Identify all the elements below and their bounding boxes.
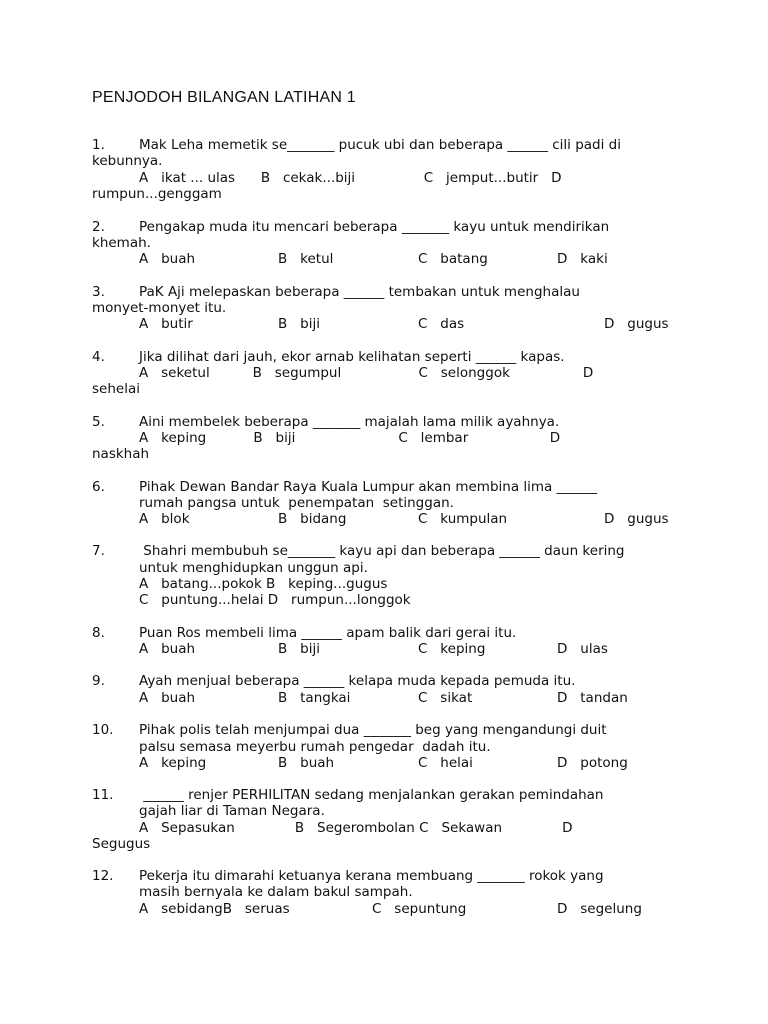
- question-number: 6.: [92, 479, 105, 495]
- option-c: C kumpulan: [418, 511, 508, 527]
- answer-options: C puntung...helai D rumpun...longgok: [139, 592, 411, 608]
- option-c: C sikat: [418, 690, 473, 706]
- question-text: Aini membelek beberapa _______ majalah lama milik ayahnya.: [139, 414, 560, 430]
- option-a: A keping: [139, 755, 207, 771]
- option-a: A butir: [139, 316, 193, 332]
- option-d: D kaki: [557, 251, 608, 267]
- option-a: A blok: [139, 511, 190, 527]
- answer-options: naskhah: [92, 446, 150, 462]
- question-text: rumah pangsa untuk penempatan setinggan.: [139, 495, 454, 511]
- option-d: D gugus: [604, 511, 669, 527]
- option-c: C keping: [418, 641, 486, 657]
- question-text: masih bernyala ke dalam bakul sampah.: [139, 884, 413, 900]
- option-c: C batang: [418, 251, 488, 267]
- question-number: 8.: [92, 625, 105, 641]
- question-number: 1.: [92, 137, 105, 153]
- option-c: C sepuntung: [372, 901, 467, 917]
- question-text: Pihak polis telah menjumpai dua _______ beg yang mengandungi duit: [139, 722, 607, 738]
- question-text: Shahri membubuh se_______ kayu api dan beberapa ______ daun kering: [139, 543, 625, 559]
- question-text: palsu semasa meyerbu rumah pengedar dadah itu.: [139, 739, 491, 755]
- question-text: Mak Leha memetik se_______ pucuk ubi dan beberapa ______ cili padi di: [139, 137, 621, 153]
- question-text: Jika dilihat dari jauh, ekor arnab kelihatan seperti ______ kapas.: [139, 349, 565, 365]
- option-b: B biji: [278, 641, 320, 657]
- question-number: 11.: [92, 787, 114, 803]
- question-text: Puan Ros membeli lima ______ apam balik dari gerai itu.: [139, 625, 517, 641]
- question-number: 3.: [92, 284, 105, 300]
- question-number: 10.: [92, 722, 114, 738]
- answer-options: A Sepasukan B Segerombolan C Sekawan D: [139, 820, 573, 836]
- answer-options: Segugus: [92, 836, 151, 852]
- question-number: 12.: [92, 868, 114, 884]
- question-text: Pihak Dewan Bandar Raya Kuala Lumpur akan membina lima ______: [139, 479, 598, 495]
- question-text: gajah liar di Taman Negara.: [139, 803, 325, 819]
- answer-options: rumpun...genggam: [92, 186, 222, 202]
- option-a-b: A sebidangB seruas: [139, 901, 290, 917]
- page-title: PENJODOH BILANGAN LATIHAN 1: [92, 89, 356, 106]
- question-number: 5.: [92, 414, 105, 430]
- answer-options: A batang...pokok B keping...gugus: [139, 576, 388, 592]
- option-a: A buah: [139, 690, 196, 706]
- option-d: D tandan: [557, 690, 628, 706]
- option-b: B bidang: [278, 511, 347, 527]
- question-text: Ayah menjual beberapa ______ kelapa muda kepada pemuda itu.: [139, 673, 576, 689]
- option-d: D segelung: [557, 901, 642, 917]
- option-d: D gugus: [604, 316, 669, 332]
- option-d: D ulas: [557, 641, 608, 657]
- question-text: monyet-monyet itu.: [92, 300, 227, 316]
- answer-options: A ikat ... ulas B cekak...biji C jemput...butir D: [139, 170, 562, 186]
- option-d: D potong: [557, 755, 628, 771]
- option-c: C das: [418, 316, 465, 332]
- question-text: Pekerja itu dimarahi ketuanya kerana membuang _______ rokok yang: [139, 868, 604, 884]
- question-number: 2.: [92, 219, 105, 235]
- question-text: PaK Aji melepaskan beberapa ______ tembakan untuk menghalau: [139, 284, 580, 300]
- option-a: A buah: [139, 251, 196, 267]
- option-b: B buah: [278, 755, 335, 771]
- answer-options: A seketul B segumpul C selonggok D: [139, 365, 594, 381]
- option-c: C helai: [418, 755, 473, 771]
- question-text: ______ renjer PERHILITAN sedang menjalankan gerakan pemindahan: [139, 787, 604, 803]
- option-b: B tangkai: [278, 690, 351, 706]
- option-b: B ketul: [278, 251, 334, 267]
- answer-options: sehelai: [92, 381, 140, 397]
- question-number: 9.: [92, 673, 105, 689]
- option-a: A buah: [139, 641, 196, 657]
- question-text: Pengakap muda itu mencari beberapa _______ kayu untuk mendirikan: [139, 219, 610, 235]
- question-text: kebunnya.: [92, 153, 163, 169]
- question-text: untuk menghidupkan unggun api.: [139, 560, 368, 576]
- answer-options: A keping B biji C lembar D: [139, 430, 561, 446]
- question-number: 7.: [92, 543, 105, 559]
- question-text: khemah.: [92, 235, 151, 251]
- option-b: B biji: [278, 316, 320, 332]
- question-number: 4.: [92, 349, 105, 365]
